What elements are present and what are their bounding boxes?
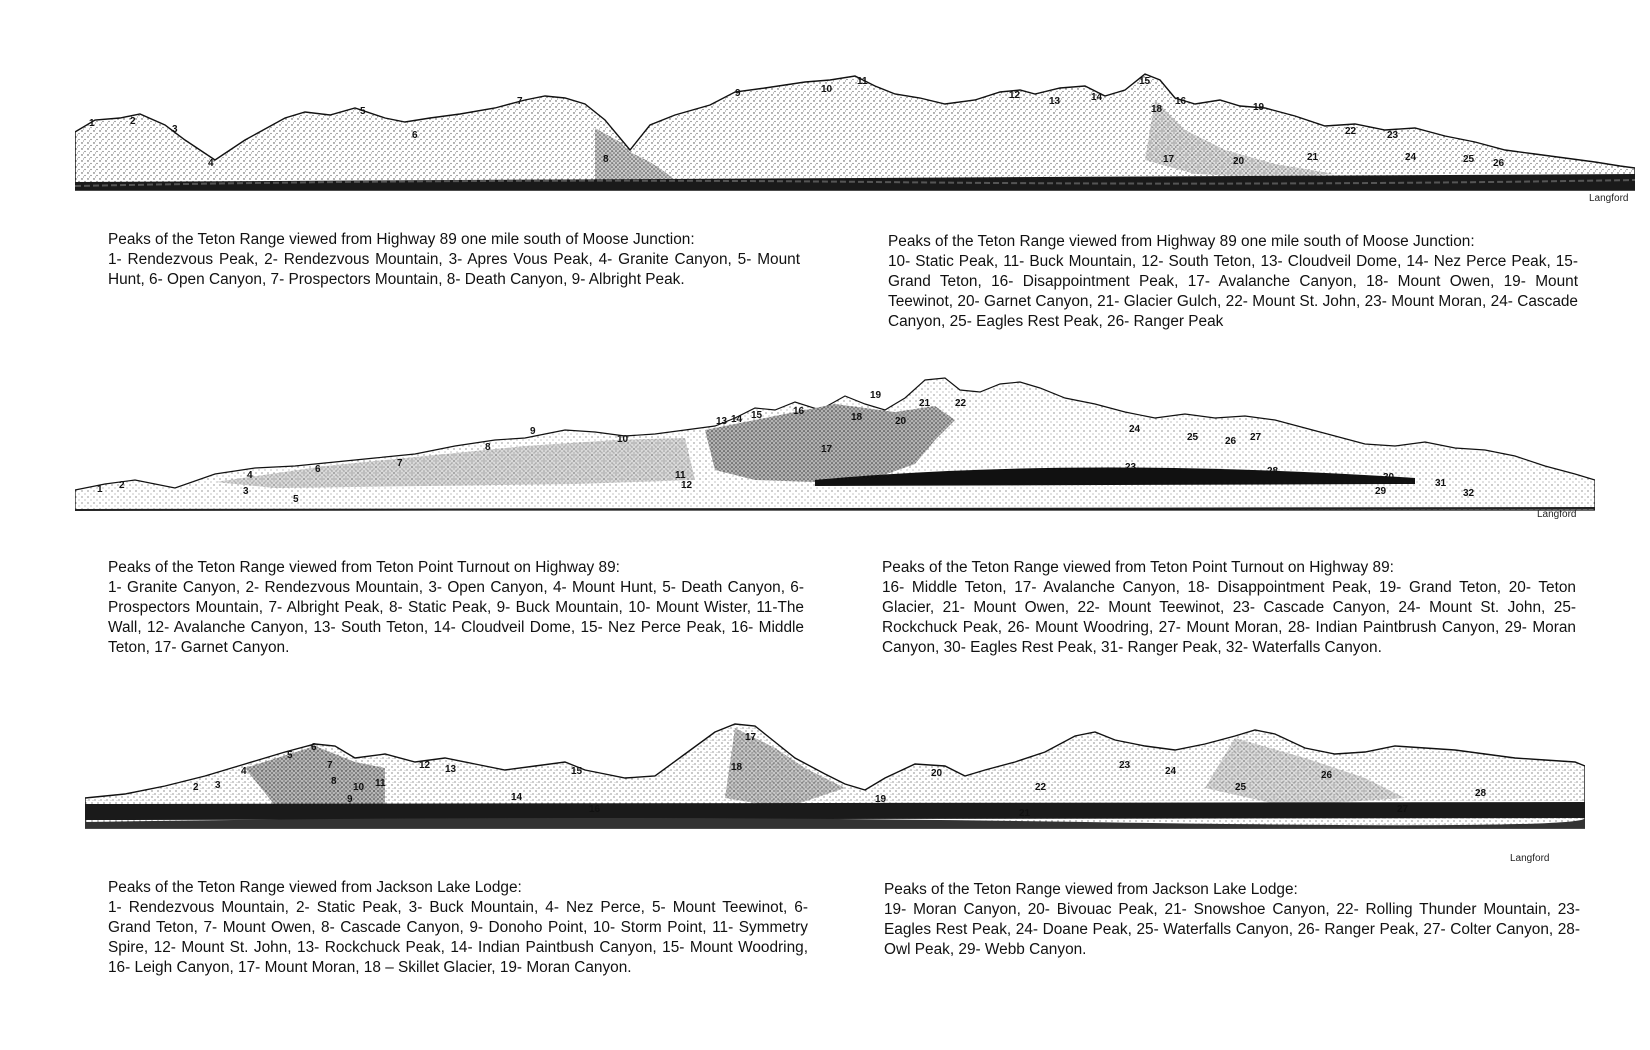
peak-marker: 21 xyxy=(919,398,931,409)
peak-marker: 4 xyxy=(241,766,247,777)
peak-marker: 7 xyxy=(397,458,403,469)
mountain-sketch-moose xyxy=(75,70,1635,205)
peak-marker: 2 xyxy=(130,116,136,127)
peak-marker: 14 xyxy=(1091,92,1103,103)
peak-marker: 23 xyxy=(1387,130,1399,141)
peak-marker: 20 xyxy=(895,416,907,427)
peak-marker: 25 xyxy=(1187,432,1199,443)
peak-marker: 16 xyxy=(793,406,805,417)
artist-signature: Langford xyxy=(1589,193,1629,204)
peak-marker: 8 xyxy=(485,442,491,453)
caption-body: 1- Granite Canyon, 2- Rendezvous Mountain, 3- Open Canyon, 4- Mount Hunt, 5- Death Canyon, 6- Prospectors Mountain, 7- Albright Peak, 8- Static Peak, 9- Buck Mountain, 10- Mount Wister, 11-The Wall, 12- Avalanche Canyon, 13- South Teton, 14- Cloudveil Dome, 15- Nez Perce Peak, 16- Middle Teton, 17- Garnet Canyon. xyxy=(108,579,804,656)
peak-marker: 14 xyxy=(731,414,743,425)
peak-marker: 18 xyxy=(851,412,863,423)
peak-marker: 2 xyxy=(119,480,125,491)
caption-heading: Peaks of the Teton Range viewed from Teton Point Turnout on Highway 89: xyxy=(882,559,1394,576)
peak-marker: 13 xyxy=(1049,96,1061,107)
peak-marker: 28 xyxy=(1267,466,1279,477)
peak-marker: 22 xyxy=(1345,126,1357,137)
peak-marker: 6 xyxy=(315,464,321,475)
caption-heading: Peaks of the Teton Range viewed from Highway 89 one mile south of Moose Junction: xyxy=(888,233,1475,250)
peak-marker: 17 xyxy=(821,444,833,455)
peak-marker: 29 xyxy=(1375,486,1387,497)
peak-marker: 21 xyxy=(1019,808,1031,819)
peak-marker: 1 xyxy=(89,118,95,129)
peak-marker: 26 xyxy=(1225,436,1237,447)
peak-marker: 20 xyxy=(1233,156,1245,167)
caption-body: 19- Moran Canyon, 20- Bivouac Peak, 21- Snowshoe Canyon, 22- Rolling Thunder Mountain, 23- Eagles Rest Peak, 24- Doane Peak, 25- Waterfalls Canyon, 26- Ranger Peak, 27- Colter Canyon, 28- Owl Peak, 29- Webb Canyon. xyxy=(884,901,1580,958)
peak-marker: 10 xyxy=(353,782,365,793)
caption-moose-left xyxy=(108,230,800,290)
peak-marker: 6 xyxy=(412,130,418,141)
peak-marker: 26 xyxy=(1493,158,1505,169)
peak-marker: 25 xyxy=(1235,782,1247,793)
peak-marker: 7 xyxy=(517,96,523,107)
peak-marker: 15 xyxy=(751,410,763,421)
peak-marker: 6 xyxy=(311,742,317,753)
peak-marker: 3 xyxy=(243,486,249,497)
peak-marker: 30 xyxy=(1383,472,1395,483)
peak-marker: 24 xyxy=(1165,766,1177,777)
peak-marker: 11 xyxy=(857,76,868,87)
peak-marker: 12 xyxy=(681,480,693,491)
peak-marker: 17 xyxy=(745,732,757,743)
peak-marker: 5 xyxy=(287,750,293,761)
peak-marker: 2 xyxy=(193,782,199,793)
caption-teton-point-right xyxy=(882,558,1576,658)
caption-body: 1- Rendezvous Mountain, 2- Static Peak, 3- Buck Mountain, 4- Nez Perce, 5- Mount Teewinot, 6- Grand Teton, 7- Mount Owen, 8- Cascade Canyon, 9- Donoho Point, 10- Storm Point, 11- Symmetry Spire, 12- Mount St. John, 13- Rockchuck Peak, 14- Indian Paintbush Canyon, 15- Mount Woodring, 16- Leigh Canyon, 17- Mount Moran, 18 – Skillet Glacier, 19- Moran Canyon. xyxy=(108,899,808,976)
caption-heading: Peaks of the Teton Range viewed from Jackson Lake Lodge: xyxy=(108,879,522,896)
mountain-sketch-teton-point xyxy=(75,370,1595,525)
peak-marker: 11 xyxy=(675,470,686,481)
panorama-teton-point xyxy=(75,370,1595,525)
peak-marker: 8 xyxy=(603,154,609,165)
peak-marker: 5 xyxy=(360,106,366,117)
artist-signature: Langford xyxy=(1537,509,1577,520)
panorama-jackson-lake xyxy=(85,718,1585,868)
peak-marker: 20 xyxy=(931,768,943,779)
peak-marker: 8 xyxy=(331,776,337,787)
peak-marker: 13 xyxy=(716,416,728,427)
peak-marker: 1 xyxy=(97,484,103,495)
peak-marker: 15 xyxy=(1139,76,1151,87)
peak-marker: 27 xyxy=(1250,432,1262,443)
peak-marker: 25 xyxy=(1463,154,1475,165)
caption-body: 1- Rendezvous Peak, 2- Rendezvous Mountain, 3- Apres Vous Peak, 4- Granite Canyon, 5- Mount Hunt, 6- Open Canyon, 7- Prospectors Mountain, 8- Death Canyon, 9- Albright Peak. xyxy=(108,251,800,288)
peak-marker: 4 xyxy=(247,470,253,481)
peak-marker: 13 xyxy=(445,764,457,775)
peak-marker: 22 xyxy=(955,398,967,409)
peak-marker: 18 xyxy=(731,762,743,773)
peak-marker: 18 xyxy=(1151,104,1163,115)
peak-marker: 19 xyxy=(870,390,882,401)
peak-marker: 9 xyxy=(530,426,536,437)
peak-marker: 7 xyxy=(327,760,333,771)
caption-jackson-lake-right xyxy=(884,880,1580,960)
caption-body: 10- Static Peak, 11- Buck Mountain, 12- South Teton, 13- Cloudveil Dome, 14- Nez Perce Peak, 15- Grand Teton, 16- Disappointment Peak, 17- Avalanche Canyon, 18- Mount Owen, 19- Mount Teewinot, 20- Garnet Canyon, 21- Glacier Gulch, 22- Mount St. John, 23- Mount Moran, 24- Cascade Canyon, 25- Eagles Rest Peak, 26- Ranger Peak xyxy=(888,253,1578,330)
caption-heading: Peaks of the Teton Range viewed from Teton Point Turnout on Highway 89: xyxy=(108,559,620,576)
peak-marker: 9 xyxy=(347,794,353,805)
peak-marker: 4 xyxy=(208,158,214,169)
caption-body: 16- Middle Teton, 17- Avalanche Canyon, 18- Disappointment Peak, 19- Grand Teton, 20- Teton Glacier, 21- Mount Owen, 22- Mount Teewinot, 23- Cascade Canyon, 24- Mount St. John, 25- Rockchuck Peak, 26- Mount Woodring, 27- Mount Moran, 28- Indian Paintbrush Canyon, 29- Moran Canyon, 30- Eagles Rest Peak, 31- Ranger Peak, 32- Waterfalls Canyon. xyxy=(882,579,1576,656)
peak-marker: 21 xyxy=(1307,152,1319,163)
peak-marker: 12 xyxy=(1009,90,1021,101)
peak-marker: 23 xyxy=(1125,462,1137,473)
peak-marker: 16 xyxy=(589,804,601,815)
peak-marker: 3 xyxy=(215,780,221,791)
peak-marker: 19 xyxy=(1253,102,1265,113)
mountain-sketch-jackson-lake xyxy=(85,718,1585,868)
peak-marker: 26 xyxy=(1321,770,1333,781)
peak-marker: 3 xyxy=(172,124,178,135)
caption-heading: Peaks of the Teton Range viewed from Highway 89 one mile south of Moose Junction: xyxy=(108,231,695,248)
peak-marker: 14 xyxy=(511,792,523,803)
peak-marker: 32 xyxy=(1463,488,1475,499)
caption-jackson-lake-left xyxy=(108,878,808,978)
caption-heading: Peaks of the Teton Range viewed from Jackson Lake Lodge: xyxy=(884,881,1298,898)
peak-marker: 11 xyxy=(375,778,386,789)
peak-marker: 28 xyxy=(1475,788,1487,799)
peak-marker: 9 xyxy=(735,88,741,99)
peak-marker: 27 xyxy=(1397,804,1409,815)
peak-marker: 24 xyxy=(1405,152,1417,163)
caption-teton-point-left xyxy=(108,558,804,658)
peak-marker: 12 xyxy=(419,760,431,771)
peak-marker: 15 xyxy=(571,766,583,777)
peak-marker: 10 xyxy=(821,84,833,95)
caption-moose-right xyxy=(888,232,1578,332)
peak-marker: 17 xyxy=(1163,154,1175,165)
artist-signature: Langford xyxy=(1510,853,1550,864)
panorama-moose xyxy=(75,70,1635,205)
peak-marker: 10 xyxy=(617,434,629,445)
peak-marker: 24 xyxy=(1129,424,1141,435)
peak-marker: 23 xyxy=(1119,760,1131,771)
peak-marker: 5 xyxy=(293,494,299,505)
peak-marker: 19 xyxy=(875,794,887,805)
peak-marker: 22 xyxy=(1035,782,1047,793)
peak-marker: 31 xyxy=(1435,478,1447,489)
peak-marker: 16 xyxy=(1175,96,1187,107)
